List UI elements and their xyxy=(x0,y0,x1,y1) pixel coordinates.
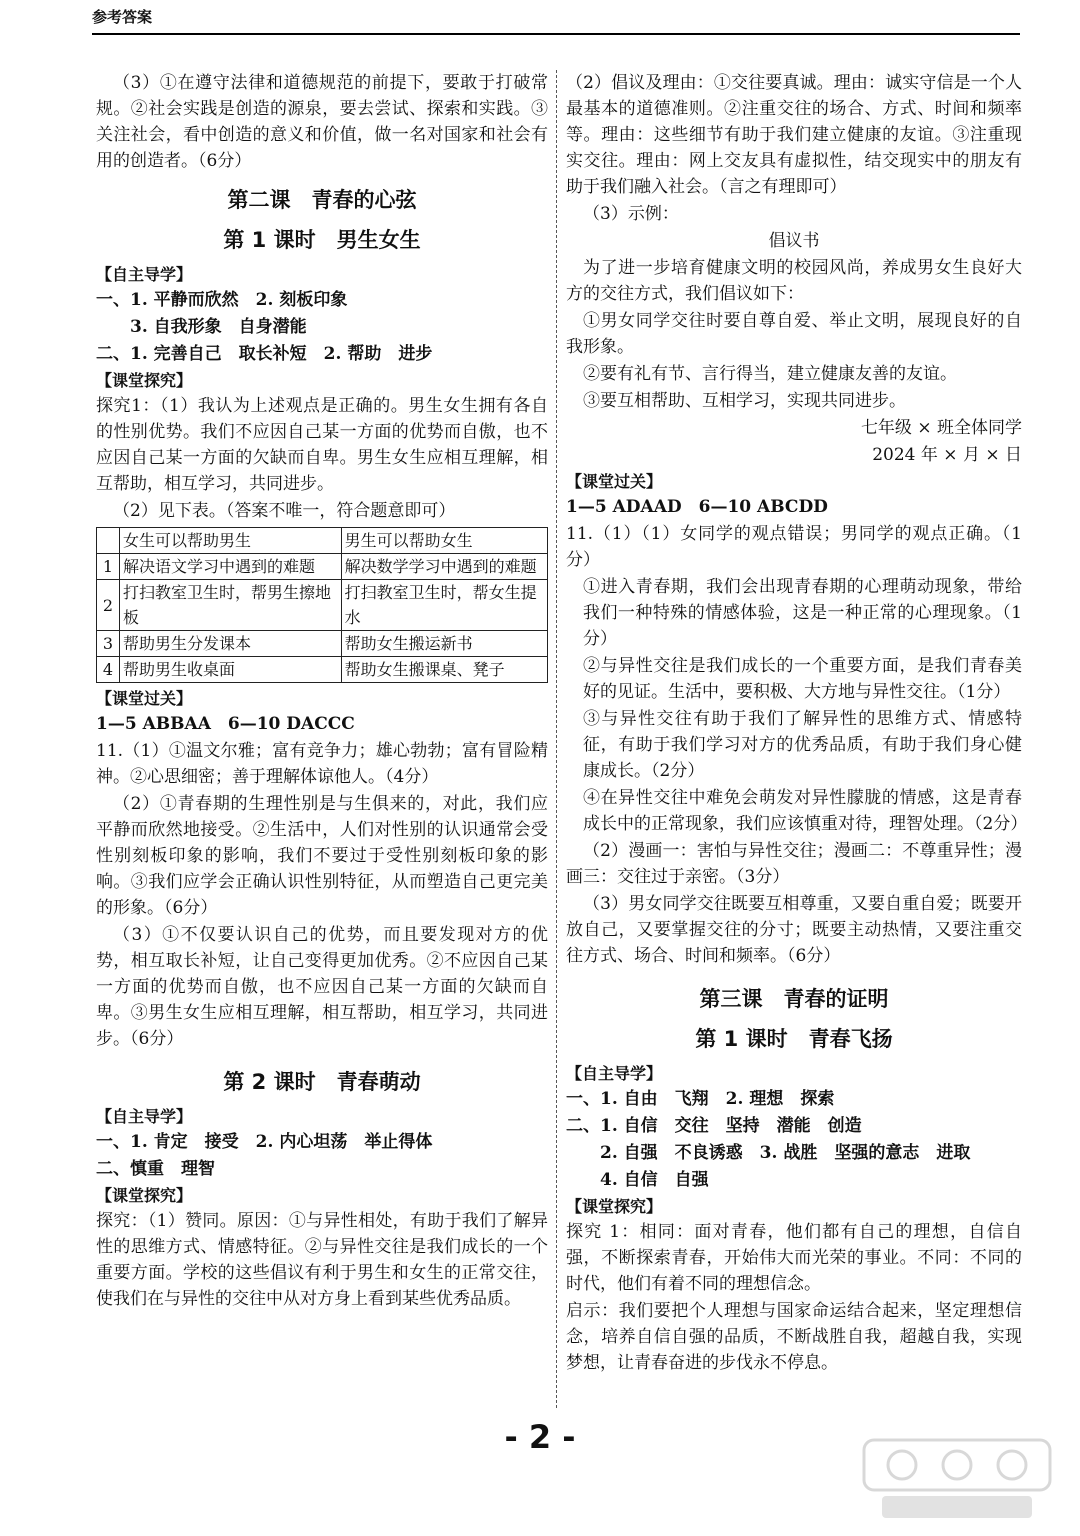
proposal-reasons: （2）倡议及理由：①交往要真诚。理由：诚实守信是一个人最基本的道德准则。②注重交往的场合、方式、时间和频率等。理由：这些细节有助于我们建立健康的友谊。③注重现实交往。理由：网上交友具有虚拟性，结交现实中的朋友有助于我们融入社会。（言之有理即可） xyxy=(566,73,1022,197)
watermark-logo xyxy=(862,1438,1052,1524)
table-cell: 解决语文学习中遇到的难题 xyxy=(120,554,342,580)
explore-1-answer: 探究 1：相同：面对青春，他们都有自己的理想，自信自强，不断探索青春，开始伟大而光荣的事业。不同：不同的时代，他们有着不同的理想信念。 xyxy=(566,1222,1022,1294)
column-divider xyxy=(556,70,557,1408)
choice-answers: 1—5 ABBAA 6—10 DACCC xyxy=(96,714,355,734)
help-table xyxy=(96,527,548,683)
table-cell: 打扫教室卫生时，帮男生擦地板 xyxy=(120,580,342,631)
table-cell: 帮助男生收桌面 xyxy=(120,657,342,683)
table-row xyxy=(97,580,548,631)
proposal-intro: 为了进一步培育健康文明的校园风尚，养成男女生良好大方的交往方式，我们倡议如下： xyxy=(566,258,1022,304)
proposal-item: ①男女同学交往时要自尊自爱、举止文明，展现良好的自我形象。 xyxy=(566,311,1022,357)
table-cell: 4 xyxy=(97,657,120,683)
proposal-item: ③要互相帮助、互相学习，实现共同进步。 xyxy=(583,391,906,411)
self-study-line: 4. 自信 自强 xyxy=(600,1170,709,1190)
proposal-date: 2024 年 × 月 × 日 xyxy=(872,445,1022,465)
self-study-label: 【自主导学】 xyxy=(96,265,193,284)
table-cell: 3 xyxy=(97,631,120,657)
right-column xyxy=(566,70,1028,1377)
self-study-line: 二、1. 自信 交往 坚持 潜能 创造 xyxy=(566,1116,862,1136)
table-row xyxy=(97,657,548,683)
class-explore-label: 【课堂探究】 xyxy=(96,371,193,390)
explore-1-hint: 启示：我们要把个人理想与国家命运结合起来，坚定理想信念，培养自信自强的品质，不断战胜自我，超越自我，实现梦想，让青春奋进的步伐永不停息。 xyxy=(566,1301,1022,1373)
table-cell: 2 xyxy=(97,580,120,631)
q11-part-3: （3）男女同学交往既要互相尊重，又要自重自爱；既要开放自己，又要掌握交往的分寸；既要主动热情，又要注重交往方式、场合、时间和频率。（6分） xyxy=(566,894,1022,966)
self-study-label: 【自主导学】 xyxy=(96,1107,193,1126)
q11-part-2: （2）①青春期的生理性别是与生俱来的，对此，我们应平静而欣然地接受。②生活中，人们对性别的认识通常会受性别刻板印象的影响，我们不要过于受性别刻板印象的影响。③我们应学会正确认识性别特征，从而塑造自己更完美的形象。（6分） xyxy=(96,794,548,918)
page-number: - 2 - xyxy=(504,1418,576,1456)
left-column xyxy=(96,70,548,1313)
explore-1-answer: 探究1：（1）我认为上述观点是正确的。男生女生拥有各自的性别优势。我们不应因自己某一方面的优势而自傲，也不应因自己某一方面的欠缺而自卑。男生女生应相互理解，相互帮助，相互学习，共同进步。 xyxy=(96,396,548,494)
example-label: （3）示例： xyxy=(583,204,679,224)
table-row xyxy=(97,554,548,580)
intro-answer: （3）①在遵守法律和道德规范的前提下，要敢于打破常规。②社会实践是创造的源泉，要去尝试、探索和实践。③关注社会，看中创造的意义和价值，做一名对国家和社会有用的创造者。（6分） xyxy=(96,73,548,171)
lesson-3-period-1-title: 第 1 课时 青春飞扬 xyxy=(695,1027,893,1051)
self-study-line: 二、1. 完善自己 取长补短 2. 帮助 进步 xyxy=(96,344,433,364)
q11-part-2: （2）漫画一：害怕与异性交往；漫画二：不尊重异性；漫画三：交往过于亲密。（3分） xyxy=(566,841,1022,887)
table-header-cell xyxy=(97,528,120,554)
proposal-title: 倡议书 xyxy=(768,231,820,251)
q11-part-1-point: ②与异性交往是我们成长的一个重要方面，是我们青春美好的见证。生活中，要积极、大方地与异性交往。（1分） xyxy=(583,656,1022,702)
header-rule xyxy=(92,33,1020,35)
table-cell: 1 xyxy=(97,554,120,580)
lesson-2-period-2-title: 第 2 课时 青春萌动 xyxy=(223,1070,421,1094)
self-study-line: 一、1. 自由 飞翔 2. 理想 探索 xyxy=(566,1089,835,1109)
page-header: 参考答案 xyxy=(92,8,153,26)
self-study-line: 3. 自我形象 自身潜能 xyxy=(130,317,307,337)
self-study-line: 二、慎重 理智 xyxy=(96,1159,215,1179)
self-study-line: 一、1. 平静而欣然 2. 刻板印象 xyxy=(96,290,348,310)
explore-1-part-2: （2）见下表。（答案不唯一，符合题意即可） xyxy=(113,501,456,521)
table-cell: 打扫教室卫生时，帮女生提水 xyxy=(341,580,547,631)
class-explore-label: 【课堂探究】 xyxy=(566,1197,663,1216)
table-cell: 解决数学学习中遇到的难题 xyxy=(341,554,547,580)
explore-answer: 探究：（1）赞同。原因：①与异性相处，有助于我们了解异性的思维方式、情感特征。②与异性交往是我们成长的一个重要方面。学校的这些倡议有利于男生和女生的正常交往，使我们在与异性的交往中从对方身上看到某些优秀品质。 xyxy=(96,1211,548,1309)
proposal-signature: 七年级 × 班全体同学 xyxy=(860,418,1022,438)
q11-part-1: 11.（1）①温文尔雅；富有竞争力；雄心勃勃；富有冒险精神。②心思细密；善于理解体谅他人。（4分） xyxy=(96,741,548,787)
q11-part-1-point: ③与异性交往有助于我们了解异性的思维方式、情感特征，有助于我们学习对方的优秀品质，有助于我们身心健康成长。（2分） xyxy=(583,709,1022,781)
self-study-line: 2. 自强 不良诱惑 3. 战胜 坚强的意志 进取 xyxy=(600,1143,971,1163)
table-cell: 帮助男生分发课本 xyxy=(120,631,342,657)
class-pass-label: 【课堂过关】 xyxy=(96,689,193,708)
proposal-item: ②要有礼有节、言行得当，建立健康友善的友谊。 xyxy=(583,364,957,384)
lesson-2-title: 第二课 青春的心弦 xyxy=(227,188,417,212)
class-pass-label: 【课堂过关】 xyxy=(566,472,663,491)
lesson-2-period-1-title: 第 1 课时 男生女生 xyxy=(223,228,421,252)
table-cell: 帮助女生搬课桌、凳子 xyxy=(341,657,547,683)
table-cell: 帮助女生搬运新书 xyxy=(341,631,547,657)
choice-answers: 1—5 ADAAD 6—10 ABCDD xyxy=(566,497,828,517)
q11-part-1-point: ①进入青春期，我们会出现青春期的心理萌动现象，带给我们一种特殊的情感体验，这是一种正常的心理现象。（1分） xyxy=(583,577,1022,649)
q11-part-3: （3）①不仅要认识自己的优势，而且要发现对方的优势，相互取长补短，让自己变得更加优秀。②不应因自己某一方面的优势而自傲，也不应因自己某一方面的欠缺而自卑。③男生女生应相互理解，相互帮助，相互学习，共同进步。（6分） xyxy=(96,925,548,1049)
lesson-3-title: 第三课 青春的证明 xyxy=(699,987,889,1011)
self-study-label: 【自主导学】 xyxy=(566,1064,663,1083)
class-explore-label: 【课堂探究】 xyxy=(96,1186,193,1205)
table-header-cell: 男生可以帮助女生 xyxy=(341,528,547,554)
table-row xyxy=(97,631,548,657)
table-header-row xyxy=(97,528,548,554)
q11-part-1-point: ④在异性交往中难免会萌发对异性朦胧的情感，这是青春成长中的正常现象，我们应该慎重对待，理智处理。（2分） xyxy=(583,788,1028,834)
table-header-cell: 女生可以帮助男生 xyxy=(120,528,342,554)
self-study-line: 一、1. 肯定 接受 2. 内心坦荡 举止得体 xyxy=(96,1132,433,1152)
q11-part-1-verdict: 11.（1）（1）女同学的观点错误；男同学的观点正确。（1分） xyxy=(566,524,1022,570)
